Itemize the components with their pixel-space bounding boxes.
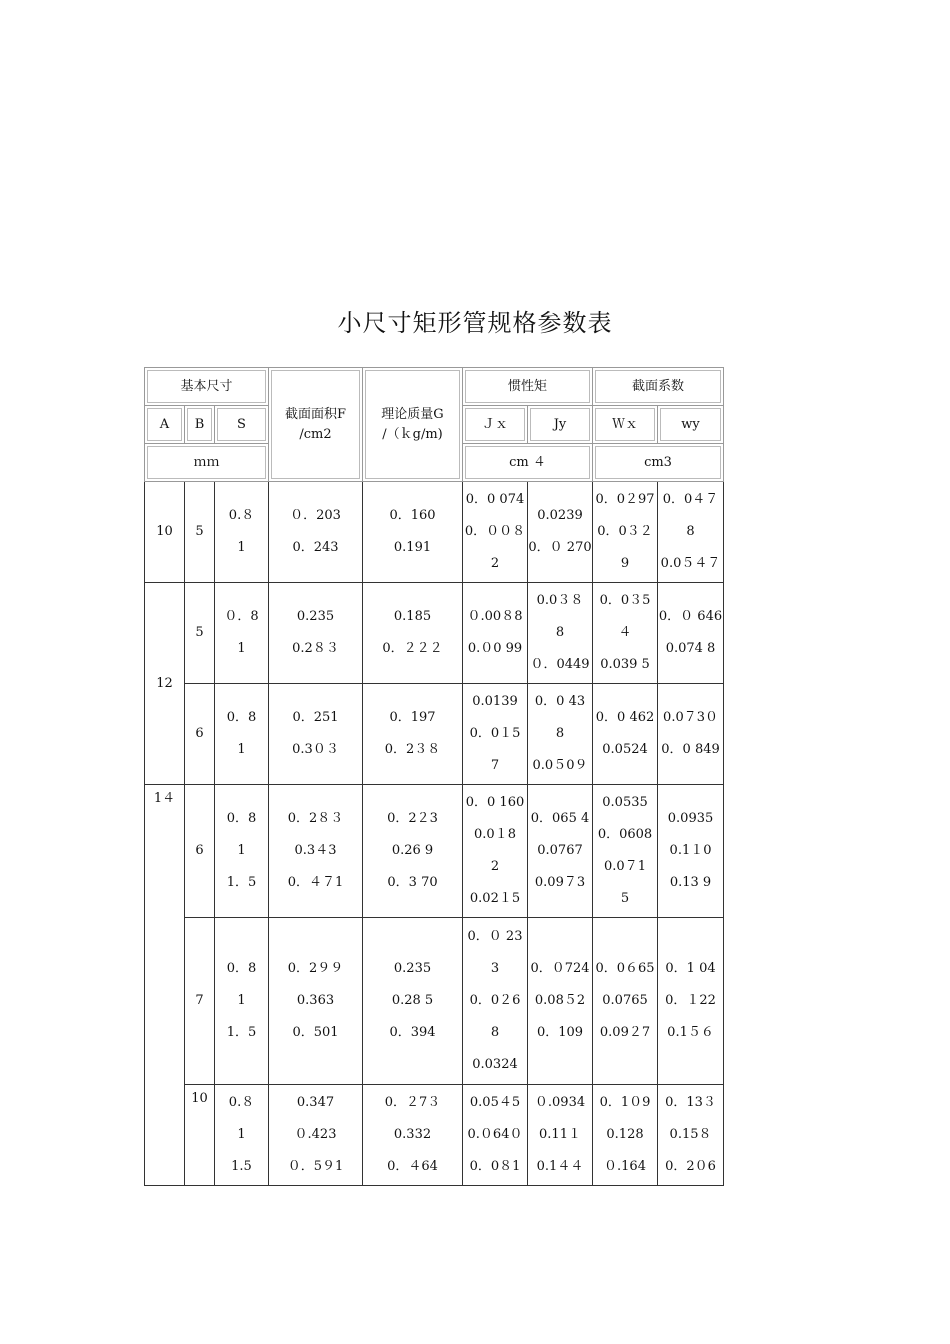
cell-mass: 0.185 0．２２２: [363, 583, 463, 684]
cell-wx: 0．0３5 ４ 0.039 5: [593, 583, 658, 684]
table-row: [145, 684, 724, 785]
cell-wy: 0.0７3０ 0．0 849: [658, 684, 724, 785]
cell-jx: ０.00８8 0.０0 99: [463, 583, 528, 684]
cell-s: 0．8 1 1．5: [215, 785, 269, 918]
cell-wx: 0．0６65 0.0765 0.09２7: [593, 918, 658, 1085]
cell-jy: 0.0３８ 8 ０．0449: [528, 583, 593, 684]
cell-s: 0．8 1: [215, 684, 269, 785]
cell-area: 0．2９９ 0.363 0．501: [269, 918, 363, 1085]
table-row: [145, 918, 724, 1085]
cell-jy: 0.0239 0．０ 270: [528, 482, 593, 583]
cell-jx: 0．０ 23 3 0．0２6 8 0.0324: [463, 918, 528, 1085]
cell-area: ０．203 0．243: [269, 482, 363, 583]
header-unit-mm: ｍｍ: [145, 444, 269, 482]
cell-mass: 0.235 0.28 5 0．394: [363, 918, 463, 1085]
cell-b: 6: [185, 785, 215, 918]
header-wy: wy: [658, 406, 724, 444]
header-modulus: 截面系数: [593, 368, 724, 406]
header-basic-size: 基本尺寸: [145, 368, 269, 406]
cell-wy: 0．0４７ 8 0.0５４７: [658, 482, 724, 583]
cell-s: 0.８ 1 1.5: [215, 1085, 269, 1186]
table-row: [145, 1085, 724, 1186]
cell-s: 0.８ 1: [215, 482, 269, 583]
page-title: 小尺寸矩形管规格参数表: [337, 309, 613, 337]
cell-area: 0.235 0.2８３: [269, 583, 363, 684]
cell-jx: 0．0 160 0.0１8 2 0.02１5: [463, 785, 528, 918]
cell-b: 6: [185, 684, 215, 785]
table-row: [145, 785, 724, 918]
cell-wx: 0．1０9 0.128 ０.164: [593, 1085, 658, 1186]
cell-jy: 0．0 43 8 0.0５0９: [528, 684, 593, 785]
header-jx: Ｊｘ: [463, 406, 528, 444]
cell-s: 0．8 1 1．5: [215, 918, 269, 1085]
cell-b: 5: [185, 482, 215, 583]
cell-mass: 0．160 0.191: [363, 482, 463, 583]
table-row: [145, 583, 724, 684]
cell-mass: 0．2２3 0.26 9 0．3 70: [363, 785, 463, 918]
cell-b: 7: [185, 918, 215, 1085]
cell-jy: 0．０724 0.08５2 0．109: [528, 918, 593, 1085]
cell-wx: 0．0２97 0．0３２ 9: [593, 482, 658, 583]
cell-s: ０．8 1: [215, 583, 269, 684]
cell-b: 10: [185, 1085, 215, 1186]
cell-wy: 0．０ 646 0.074 8: [658, 583, 724, 684]
header-inertia: 惯性矩: [463, 368, 593, 406]
header-area: 截面面积F /cm2: [269, 368, 363, 482]
cell-area: 0．251 0.3０３: [269, 684, 363, 785]
cell-jy: 0．065 4 0.0767 0.09７3: [528, 785, 593, 918]
cell-area: 0.347 ０.423 ０．5９1: [269, 1085, 363, 1186]
cell-a: 12: [145, 583, 185, 785]
cell-wy: 0．13３ 0.15８ 0．2０6: [658, 1085, 724, 1186]
header-b: B: [185, 406, 215, 444]
cell-jx: 0．0 074 0．００８ 2: [463, 482, 528, 583]
header-unit-cm3: cm3: [593, 444, 724, 482]
cell-area: 0．2８３ 0.3４3 0．４７1: [269, 785, 363, 918]
table-row: [145, 482, 724, 583]
cell-wy: 0.0935 0.1１0 0.13 9: [658, 785, 724, 918]
header-mass: 理论质量G /（ｋg/m): [363, 368, 463, 482]
cell-a: 10: [145, 482, 185, 583]
header-wx: Ｗｘ: [593, 406, 658, 444]
cell-wy: 0．1 04 0．１22 0.1５６: [658, 918, 724, 1085]
cell-wx: 0．0 462 0.0524: [593, 684, 658, 785]
cell-mass: 0．197 0．2３８: [363, 684, 463, 785]
cell-mass: 0．２7３ 0.332 0．４64: [363, 1085, 463, 1186]
header-unit-cm4: cm ４: [463, 444, 593, 482]
cell-b: 5: [185, 583, 215, 684]
cell-a: 1４: [145, 785, 185, 1186]
cell-jy: ０.0934 0.11１ 0.1４４: [528, 1085, 593, 1186]
cell-wx: 0.0535 0．0608 0.0７1 5: [593, 785, 658, 918]
spec-table: [144, 367, 724, 1186]
header-s: S: [215, 406, 269, 444]
header-a: A: [145, 406, 185, 444]
header-jy: Jy: [528, 406, 593, 444]
cell-jx: 0.05４5 0.０64０ 0．0８1: [463, 1085, 528, 1186]
cell-jx: 0.0139 0．0１5 7: [463, 684, 528, 785]
